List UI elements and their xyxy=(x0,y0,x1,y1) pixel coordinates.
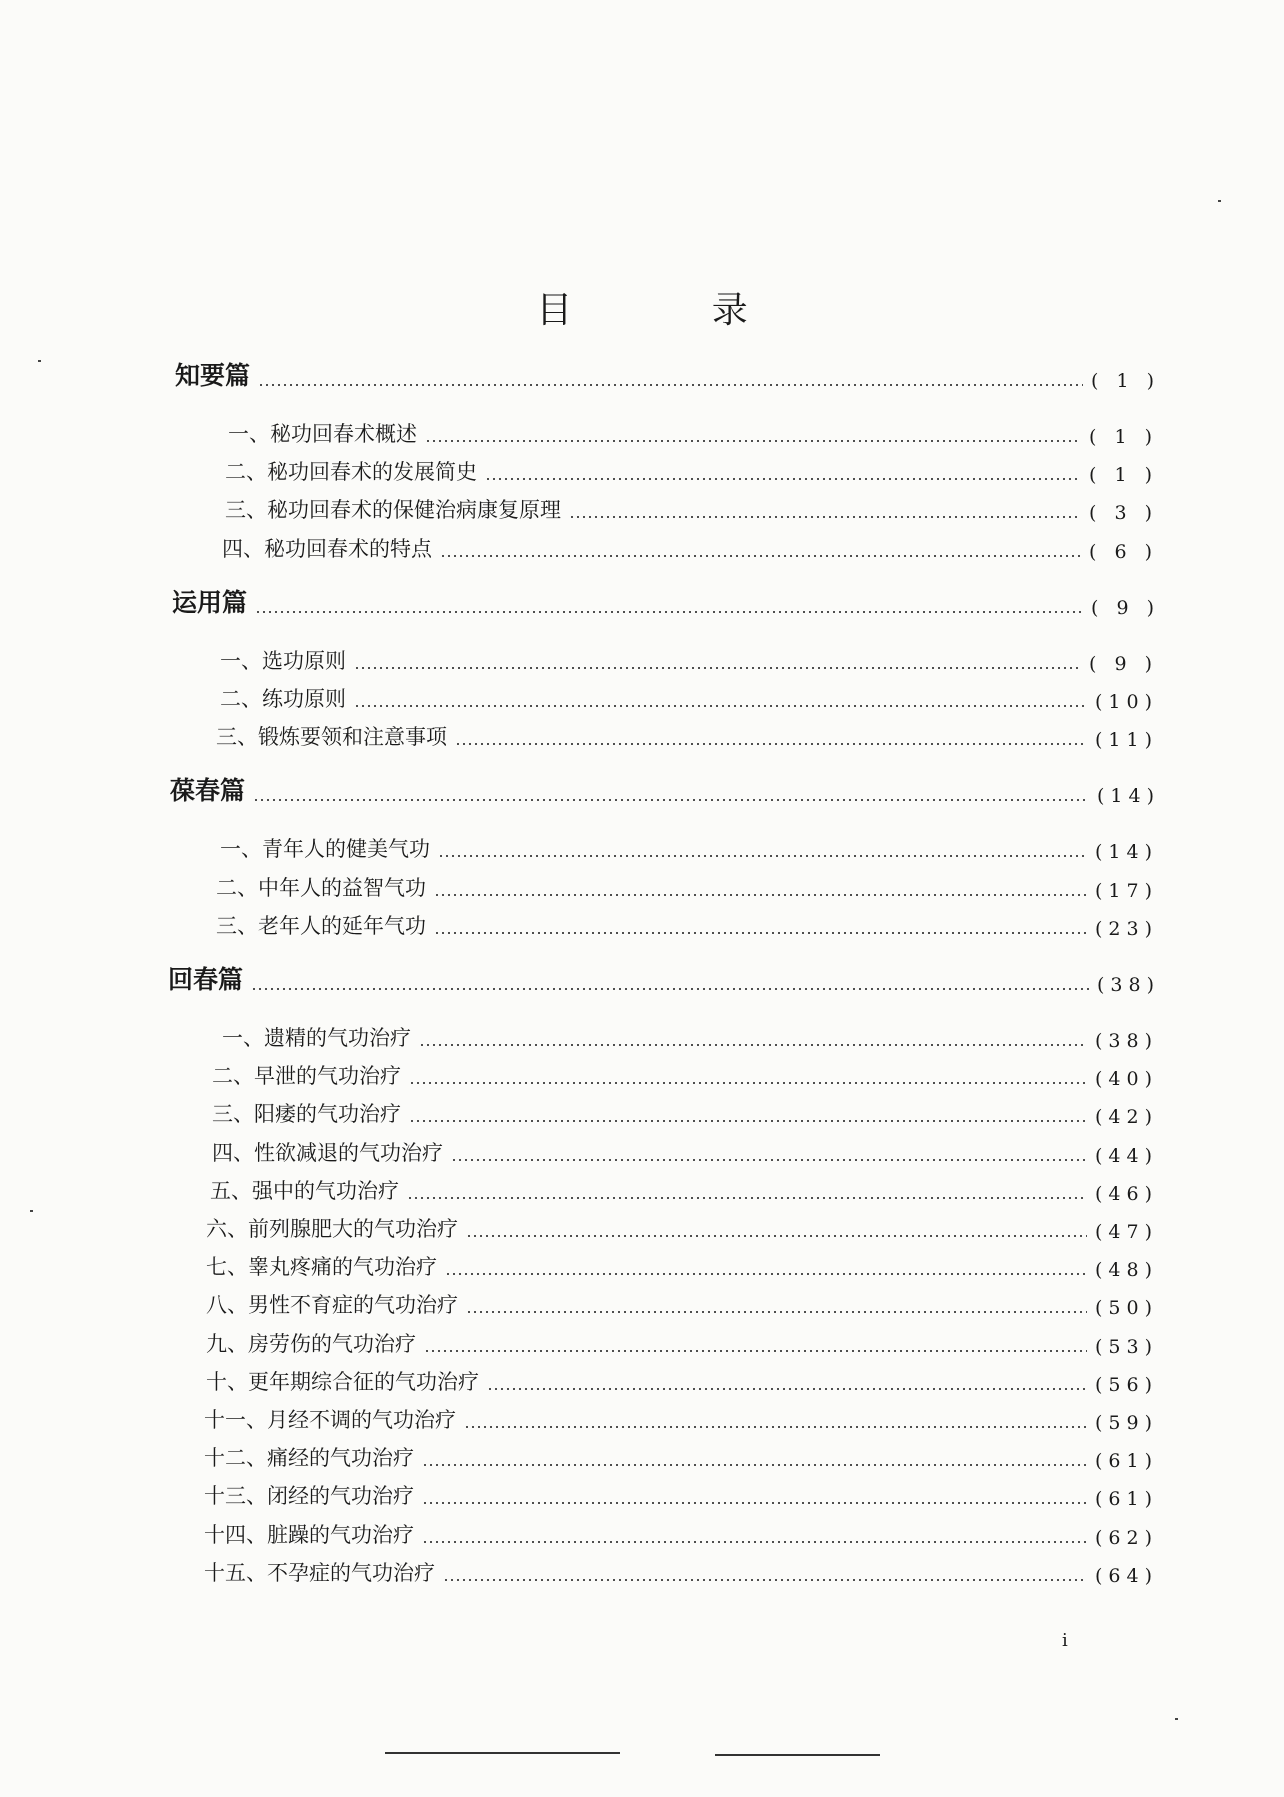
entry-title: 一、选功原则 xyxy=(220,648,346,673)
toc-entry xyxy=(222,531,1158,563)
bottom-rule xyxy=(715,1754,880,1756)
toc-entry xyxy=(212,1058,1158,1090)
leader-dots xyxy=(354,705,1087,707)
entry-title: 二、秘功回春术的发展简史 xyxy=(225,460,477,485)
section-title: 运用篇 xyxy=(172,587,248,617)
toc-entry xyxy=(212,1135,1158,1167)
page-reference: (38) xyxy=(1094,1030,1158,1052)
page-reference: (14) xyxy=(1094,841,1158,864)
page-reference: (23) xyxy=(1094,917,1158,940)
leader-dots xyxy=(466,1311,1087,1313)
page-reference: (50) xyxy=(1094,1297,1158,1320)
toc-entry xyxy=(204,1440,1158,1472)
toc-entry xyxy=(220,681,1158,713)
leader-dots xyxy=(422,1502,1087,1504)
leader-dots xyxy=(409,1120,1087,1122)
entry-title: 七、睾丸疼痛的气功治疗 xyxy=(206,1255,437,1280)
toc-section xyxy=(172,587,1160,619)
entry-title: 三、秘功回春术的保健治病康复原理 xyxy=(225,498,561,523)
page-reference: ( 1 ) xyxy=(1089,464,1158,487)
leader-dots xyxy=(253,799,1089,801)
leader-dots xyxy=(440,555,1081,557)
page-reference: (44) xyxy=(1094,1144,1158,1167)
scan-speck xyxy=(30,1210,33,1212)
page-reference: (61) xyxy=(1094,1450,1158,1473)
toc-entry xyxy=(216,908,1158,940)
leader-dots xyxy=(422,1464,1087,1466)
scan-speck xyxy=(38,360,41,362)
entry-title: 五、强中的气功治疗 xyxy=(210,1178,399,1203)
entry-title: 十、更年期综合征的气功治疗 xyxy=(206,1369,479,1394)
leader-dots xyxy=(424,1350,1087,1352)
page-reference: ( 1 ) xyxy=(1091,370,1160,392)
entry-title: 二、早泄的气功治疗 xyxy=(212,1064,401,1089)
leader-dots xyxy=(255,611,1083,613)
section-title: 知要篇 xyxy=(175,361,251,390)
entry-title: 十五、不孕症的气功治疗 xyxy=(204,1560,435,1585)
toc-entry xyxy=(225,492,1158,524)
toc-entry xyxy=(206,1326,1158,1358)
bottom-rule xyxy=(385,1752,620,1754)
page-reference: (61) xyxy=(1094,1488,1158,1511)
entry-title: 十四、脏躁的气功治疗 xyxy=(204,1522,414,1547)
toc-entry xyxy=(216,870,1158,902)
toc-entry xyxy=(225,454,1158,486)
entry-title: 十二、痛经的气功治疗 xyxy=(204,1446,414,1471)
entry-title: 四、性欲减退的气功治疗 xyxy=(212,1140,443,1165)
entry-title: 三、锻炼要领和注意事项 xyxy=(216,725,447,750)
toc-section xyxy=(170,775,1160,807)
toc-section xyxy=(175,360,1160,392)
toc-entry xyxy=(216,719,1158,751)
page-reference: (46) xyxy=(1094,1182,1158,1205)
leader-dots xyxy=(251,988,1089,990)
page-reference: (47) xyxy=(1094,1221,1158,1243)
page-reference: (10) xyxy=(1094,691,1158,713)
toc-entry xyxy=(204,1517,1158,1549)
page-reference: (48) xyxy=(1094,1259,1158,1282)
toc-entry xyxy=(204,1555,1158,1587)
toc-title: 目 录 xyxy=(536,290,812,331)
leader-dots xyxy=(487,1388,1087,1390)
leader-dots xyxy=(434,894,1087,896)
page-reference: (17) xyxy=(1094,879,1158,902)
entry-title: 一、遗精的气功治疗 xyxy=(222,1026,411,1050)
section-title: 回春篇 xyxy=(168,965,244,994)
toc-entry xyxy=(220,831,1158,863)
toc-entry xyxy=(204,1478,1158,1510)
entry-title: 八、男性不育症的气功治疗 xyxy=(206,1293,458,1318)
leader-dots xyxy=(407,1197,1087,1199)
toc-entry xyxy=(206,1211,1158,1243)
leader-dots xyxy=(419,1044,1087,1046)
leader-dots xyxy=(422,1541,1087,1543)
page-reference: (62) xyxy=(1094,1526,1158,1549)
toc-entry xyxy=(206,1249,1158,1281)
entry-title: 二、中年人的益智气功 xyxy=(216,875,426,900)
toc-entry xyxy=(222,1020,1158,1052)
leader-dots xyxy=(438,855,1087,857)
leader-dots xyxy=(455,743,1087,745)
entry-title: 六、前列腺肥大的气功治疗 xyxy=(206,1217,458,1241)
leader-dots xyxy=(485,478,1081,480)
section-title: 葆春篇 xyxy=(170,776,246,806)
page-reference: (42) xyxy=(1094,1106,1158,1129)
page-reference: (40) xyxy=(1094,1068,1158,1091)
leader-dots xyxy=(451,1159,1087,1161)
toc-entry xyxy=(206,1364,1158,1396)
leader-dots xyxy=(445,1273,1087,1275)
leader-dots xyxy=(434,932,1087,934)
leader-dots xyxy=(443,1579,1087,1581)
toc-entry xyxy=(212,1096,1158,1128)
page-reference: (11) xyxy=(1094,729,1158,752)
scan-speck xyxy=(1218,200,1221,202)
page-reference: ( 3 ) xyxy=(1089,502,1158,525)
page-reference: ( 9 ) xyxy=(1089,652,1158,675)
toc-entry xyxy=(204,1402,1158,1434)
leader-dots xyxy=(464,1426,1087,1428)
page-reference: ( 9 ) xyxy=(1091,596,1160,619)
entry-title: 十一、月经不调的气功治疗 xyxy=(204,1408,456,1432)
page-reference: (64) xyxy=(1094,1564,1158,1587)
scan-speck xyxy=(1175,1718,1178,1720)
page-reference: (53) xyxy=(1094,1335,1158,1358)
toc-entry xyxy=(206,1287,1158,1319)
entry-title: 四、秘功回春术的特点 xyxy=(222,536,432,561)
page-reference: ( 6 ) xyxy=(1089,540,1158,563)
leader-dots xyxy=(466,1235,1087,1237)
toc-entry xyxy=(210,1173,1158,1205)
page-reference: (38) xyxy=(1096,974,1160,996)
page-number: i xyxy=(1062,1630,1068,1651)
page-reference: (56) xyxy=(1094,1373,1158,1396)
entry-title: 九、房劳伤的气功治疗 xyxy=(206,1331,416,1356)
page-reference: (14) xyxy=(1096,785,1160,808)
toc-section xyxy=(168,964,1160,996)
entry-title: 二、练功原则 xyxy=(220,687,346,711)
leader-dots xyxy=(354,667,1081,669)
entry-title: 三、阳痿的气功治疗 xyxy=(212,1102,401,1127)
entry-title: 十三、闭经的气功治疗 xyxy=(204,1484,414,1509)
entry-title: 一、秘功回春术概述 xyxy=(228,422,417,446)
leader-dots xyxy=(569,516,1081,518)
entry-title: 三、老年人的延年气功 xyxy=(216,913,426,938)
leader-dots xyxy=(409,1082,1087,1084)
entry-title: 一、青年人的健美气功 xyxy=(220,837,430,862)
page-reference: ( 1 ) xyxy=(1089,426,1158,448)
toc-entry xyxy=(220,643,1158,675)
page-reference: (59) xyxy=(1094,1412,1158,1434)
leader-dots xyxy=(258,384,1083,386)
toc-entry xyxy=(228,416,1158,448)
leader-dots xyxy=(425,440,1081,442)
